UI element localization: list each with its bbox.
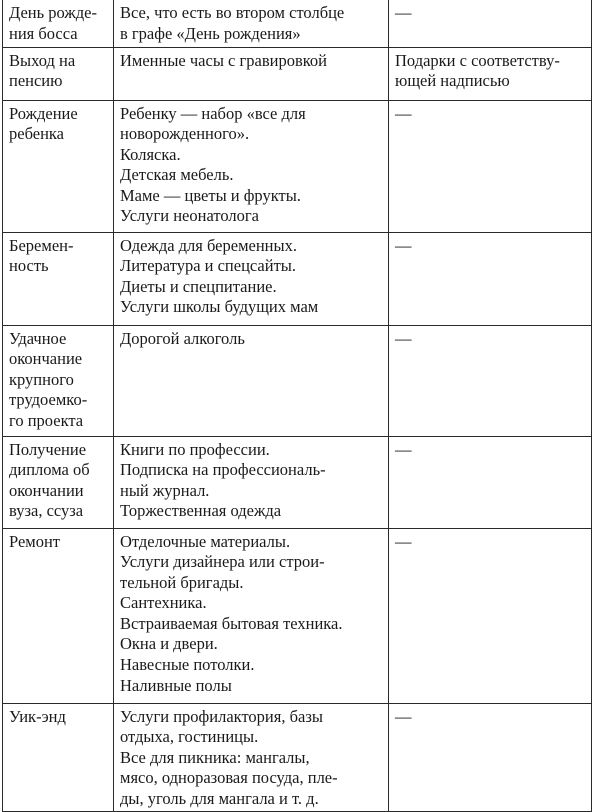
cell-line: Уик-энд xyxy=(9,706,66,726)
cell-line: Получение xyxy=(9,439,87,459)
cell-line: Встраиваемая бытовая техника. xyxy=(120,613,343,633)
cell-line: — xyxy=(395,439,412,459)
cell-line: ный журнал. xyxy=(120,480,210,500)
table-row xyxy=(3,47,592,100)
cell-line: диплома об xyxy=(9,460,90,480)
cell-line: — xyxy=(395,103,412,123)
cell-line: — xyxy=(395,235,412,255)
cell-line: Все, что есть во втором столбце xyxy=(120,3,345,22)
table-row xyxy=(3,100,592,232)
cell-line: окончании xyxy=(9,480,84,500)
cell-line: Одежда для беременных. xyxy=(120,235,297,255)
cell-line: го проекта xyxy=(9,410,84,430)
cell-line: Услуги профилактория, базы xyxy=(120,706,323,726)
event-cell xyxy=(3,100,114,232)
cell-line: отдыха, гостиницы. xyxy=(120,727,259,747)
cell-line: Коляска. xyxy=(120,144,181,164)
event-cell xyxy=(3,436,114,528)
gifts-cell xyxy=(114,100,389,232)
cell-line: Ремонт xyxy=(9,531,61,551)
gifts-cell xyxy=(114,47,389,100)
cell-line: День рожде- xyxy=(9,3,97,22)
cell-line: Удачное xyxy=(9,328,67,348)
cell-line: трудоемко- xyxy=(9,390,88,410)
cell-line: ность xyxy=(9,256,49,276)
event-cell xyxy=(3,232,114,325)
cell-line: — xyxy=(395,531,412,551)
table-row xyxy=(3,232,592,325)
gifts-cell xyxy=(114,528,389,703)
cell-line: Навесные потолки. xyxy=(120,655,255,675)
cell-line: окончание xyxy=(9,349,83,369)
table-body xyxy=(3,0,592,812)
cell-line: Именные часы с гравировкой xyxy=(120,50,327,70)
note-cell xyxy=(389,47,592,100)
cell-line: Услуги школы будущих мам xyxy=(120,297,319,317)
cell-line: Все для пикника: мангалы, xyxy=(120,747,310,767)
cell-line: Подарки с соответству- xyxy=(395,50,560,70)
cell-line: — xyxy=(395,706,412,726)
cell-line: мясо, одноразовая посуда, пле- xyxy=(120,768,338,788)
cell-line: Окна и двери. xyxy=(120,634,218,654)
cell-line: Детская мебель. xyxy=(120,165,234,185)
cell-line: Подписка на профессиональ- xyxy=(120,460,326,480)
cell-line: Маме — цветы и фрукты. xyxy=(120,185,301,205)
event-cell xyxy=(3,47,114,100)
cell-line: Беремен- xyxy=(9,235,74,255)
cell-line: Книги по профессии. xyxy=(120,439,270,459)
note-cell xyxy=(389,232,592,325)
cell-line: Диеты и спецпитание. xyxy=(120,276,277,296)
cell-line: Рождение xyxy=(9,103,78,123)
cell-line: Отделочные материалы. xyxy=(120,531,291,551)
cell-line: Торжественная одежда xyxy=(120,501,282,521)
gifts-table xyxy=(2,0,592,812)
cell-line: крупного xyxy=(9,369,74,389)
event-cell xyxy=(3,528,114,703)
note-cell xyxy=(389,703,592,812)
event-cell xyxy=(3,703,114,812)
table-row xyxy=(3,0,592,47)
cell-line: вуза, ссуза xyxy=(9,501,84,521)
event-cell xyxy=(3,0,114,47)
cell-line: Услуги неонатолога xyxy=(120,206,259,226)
cell-line: Ребенку — набор «все для xyxy=(120,103,306,123)
cell-line: Выход на xyxy=(9,50,76,70)
cell-line: ды, уголь для мангала и т. д. xyxy=(120,788,319,808)
table-row xyxy=(3,436,592,528)
table-row xyxy=(3,703,592,812)
cell-line: новорожденного». xyxy=(120,124,250,144)
cell-line: ния босса xyxy=(9,23,78,43)
note-cell xyxy=(389,100,592,232)
gifts-cell xyxy=(114,325,389,436)
cell-line: Услуги дизайнера или строи- xyxy=(120,552,325,572)
cell-line: ющей надписью xyxy=(395,71,510,91)
gifts-cell xyxy=(114,0,389,47)
cell-line: ребенка xyxy=(9,124,64,144)
cell-line: Наливные полы xyxy=(120,675,232,695)
note-cell xyxy=(389,528,592,703)
note-cell xyxy=(389,0,592,47)
gifts-cell xyxy=(114,703,389,812)
gifts-cell xyxy=(114,436,389,528)
note-cell xyxy=(389,436,592,528)
event-cell xyxy=(3,325,114,436)
gifts-cell xyxy=(114,232,389,325)
cell-line: тельной бригады. xyxy=(120,572,244,592)
cell-line: Сантехника. xyxy=(120,593,207,613)
cell-line: — xyxy=(395,3,412,22)
table-row xyxy=(3,528,592,703)
note-cell xyxy=(389,325,592,436)
cell-line: Дорогой алкоголь xyxy=(120,328,245,348)
table-row xyxy=(3,325,592,436)
cell-line: Литература и спецсайты. xyxy=(120,256,297,276)
cell-line: — xyxy=(395,328,412,348)
cell-line: в графе «День рождения» xyxy=(120,23,301,43)
cell-line: пенсию xyxy=(9,71,63,91)
